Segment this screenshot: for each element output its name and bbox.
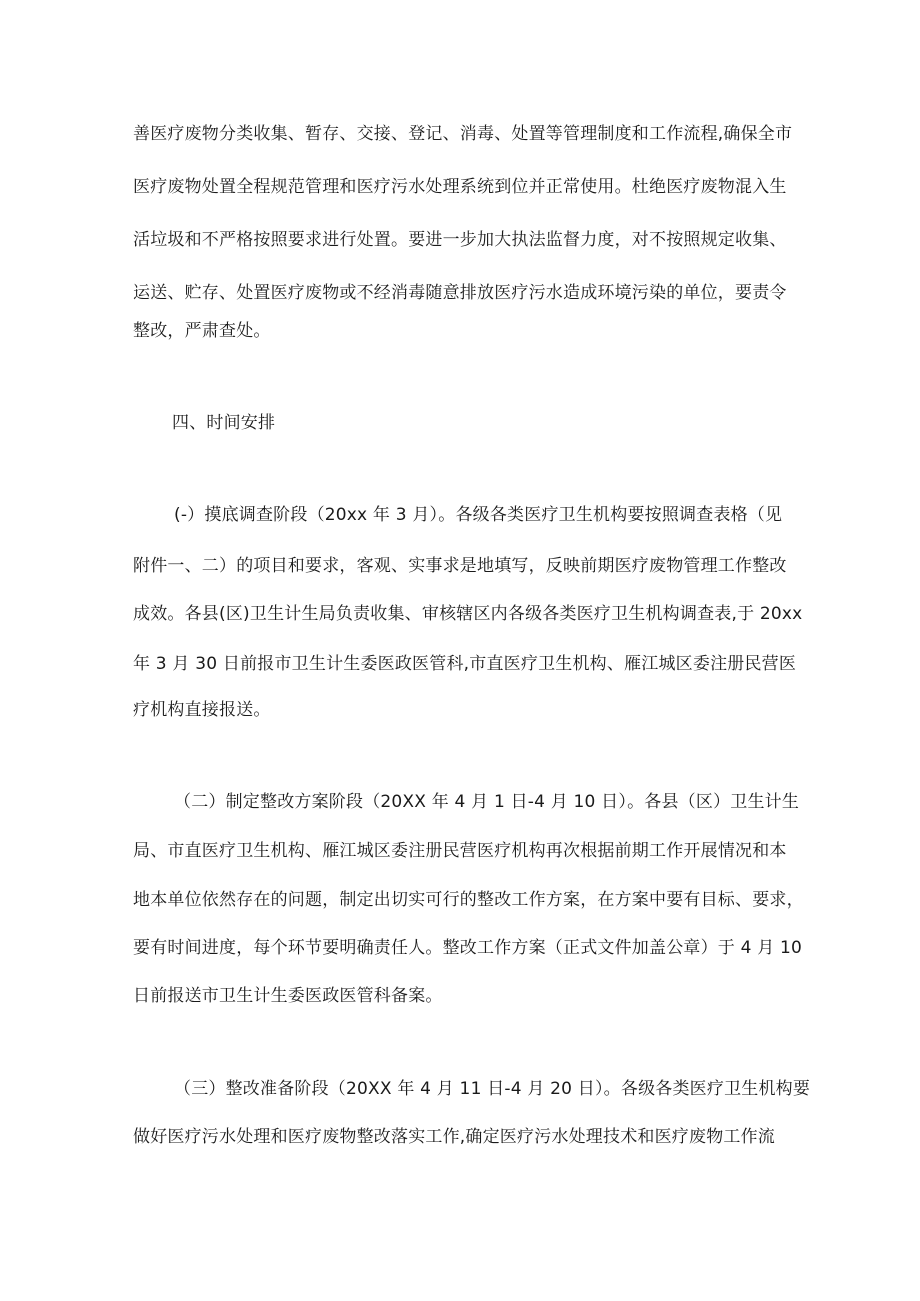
section-heading: 四、时间安排	[172, 413, 276, 433]
paragraph-line: (-）摸底调查阶段（20xx 年 3 月）。各级各类医疗卫生机构要按照调查表格（见	[174, 505, 783, 525]
paragraph-line: 局、市直医疗卫生机构、雁江城区委注册民营医疗机构再次根据前期工作开展情况和本	[133, 841, 787, 861]
paragraph-line: 整改，严肃查处。	[133, 321, 271, 341]
paragraph-line: （三）整改准备阶段（20XX 年 4 月 11 日-4 月 20 日）。各级各类医疗卫生机构要	[174, 1079, 811, 1099]
paragraph-line: 疗机构直接报送。	[133, 700, 271, 720]
paragraph-line: 日前报送市卫生计生委医政医管科备案。	[133, 986, 443, 1006]
paragraph-line: （二）制定整改方案阶段（20XX 年 4 月 1 日-4 月 10 日）。各县（区）卫生计生	[174, 792, 800, 812]
paragraph-line: 活垃圾和不严格按照要求进行处置。要进一步加大执法监督力度，对不按照规定收集、	[133, 230, 787, 250]
paragraph-line: 运送、贮存、处置医疗废物或不经消毒随意排放医疗污水造成环境污染的单位，要责令	[133, 283, 787, 303]
paragraph-line: 医疗废物处置全程规范管理和医疗污水处理系统到位并正常使用。杜绝医疗废物混入生	[133, 177, 787, 197]
paragraph-line: 做好医疗污水处理和医疗废物整改落实工作,确定医疗污水处理技术和医疗废物工作流	[133, 1127, 776, 1147]
paragraph-line: 附件一、二）的项目和要求，客观、实事求是地填写，反映前期医疗废物管理工作整改	[133, 556, 787, 576]
paragraph-line: 地本单位依然存在的问题，制定出切实可行的整改工作方案，在方案中要有目标、要求，	[133, 890, 804, 910]
paragraph-line: 善医疗废物分类收集、暂存、交接、登记、消毒、处置等管理制度和工作流程,确保全市	[133, 124, 793, 144]
paragraph-line: 成效。各县(区)卫生计生局负责收集、审核辖区内各级各类医疗卫生机构调查表,于 20xx	[133, 604, 803, 624]
paragraph-line: 年 3 月 30 日前报市卫生计生委医政医管科,市直医疗卫生机构、雁江城区委注册民营医	[133, 654, 797, 674]
paragraph-line: 要有时间进度，每个环节要明确责任人。整改工作方案（正式文件加盖公章）于 4 月 10	[133, 938, 803, 958]
